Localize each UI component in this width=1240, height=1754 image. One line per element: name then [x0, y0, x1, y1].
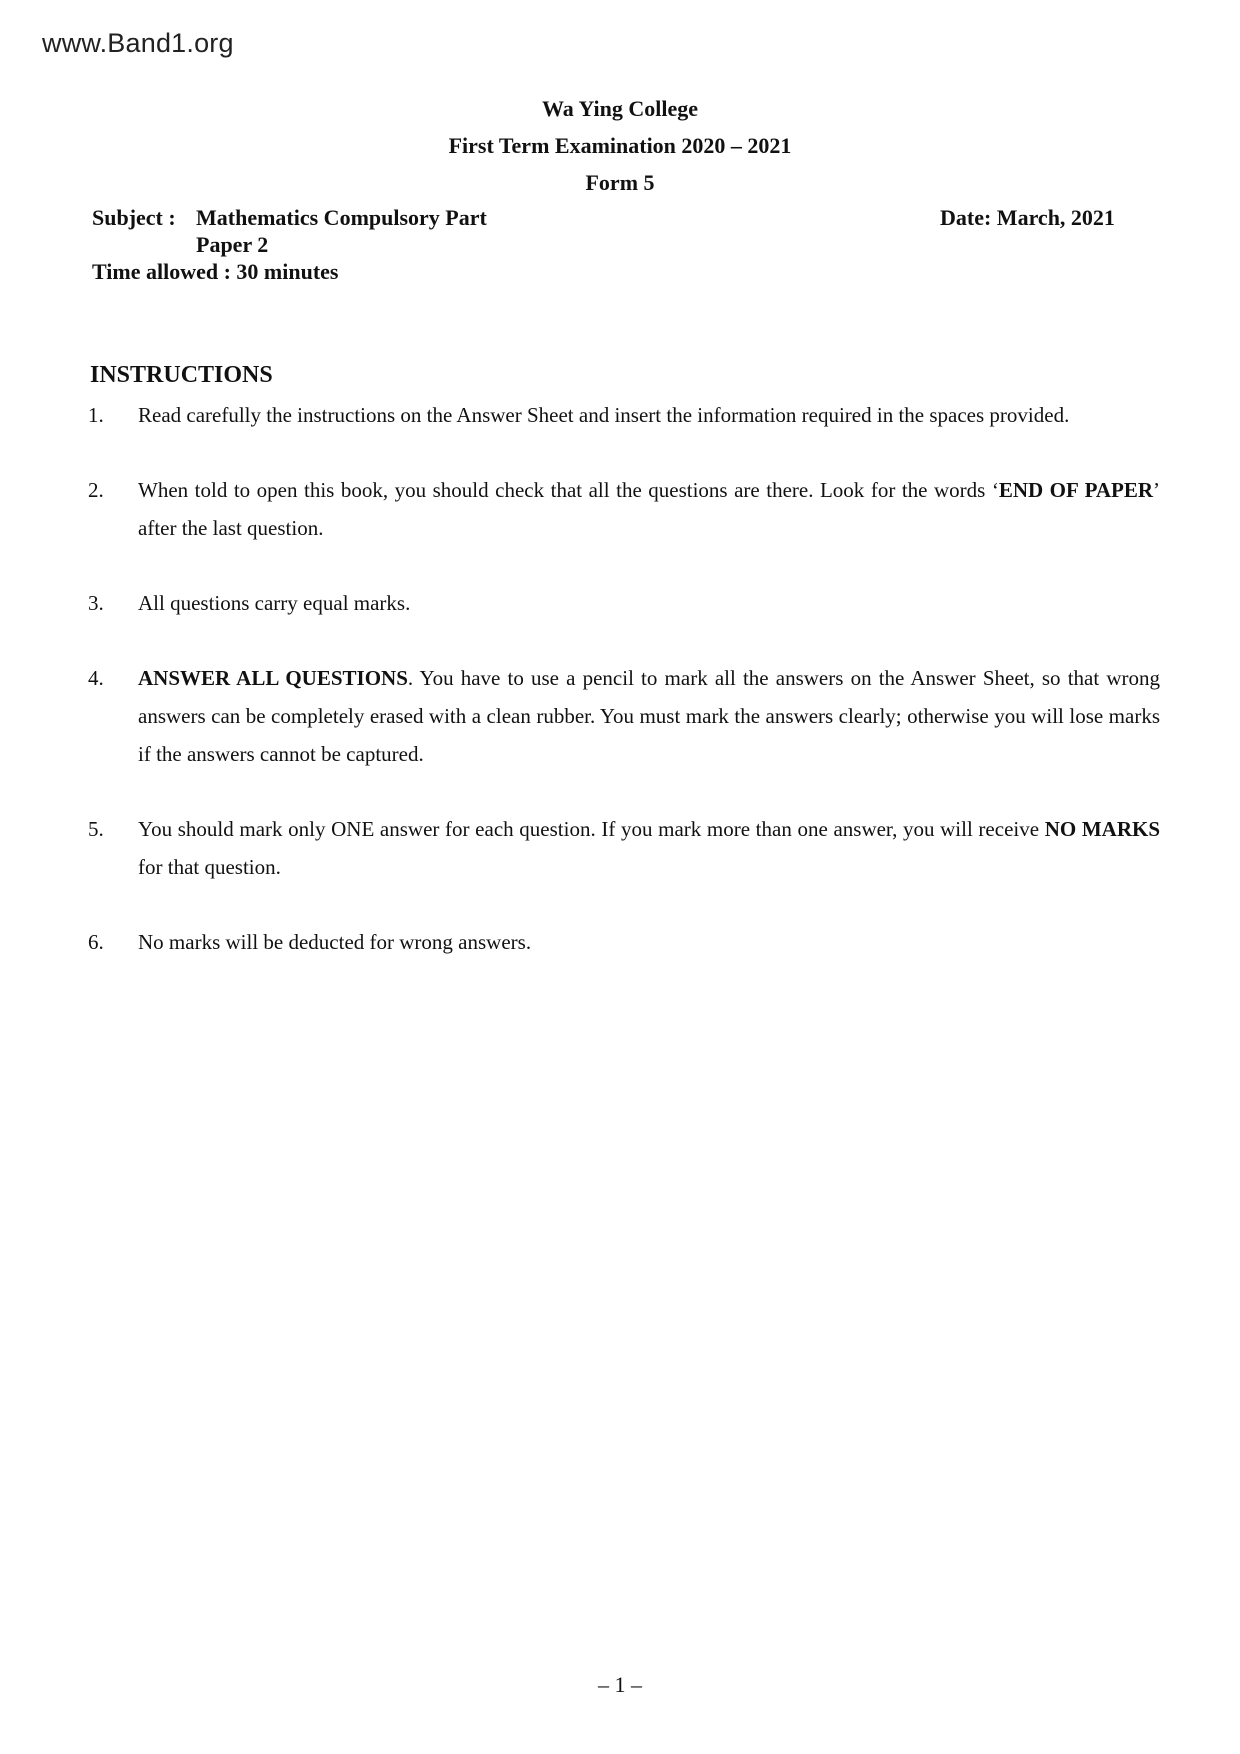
- page-number: – 1 –: [598, 1672, 642, 1697]
- instruction-item-2: [88, 471, 1160, 547]
- subject-row: [92, 204, 487, 231]
- watermark-url: www.Band1.org: [42, 28, 234, 58]
- instruction-number: 3.: [88, 591, 104, 615]
- instruction-text-part: for that question.: [138, 855, 281, 879]
- subject-label: Subject :: [92, 205, 176, 230]
- instruction-text: All questions carry equal marks.: [138, 591, 411, 615]
- instruction-item-5: [88, 810, 1160, 886]
- instruction-text-part: When told to open this book, you should check that all the questions are there. Look for the words ‘: [138, 478, 999, 502]
- instruction-text: No marks will be deducted for wrong answers.: [138, 930, 532, 954]
- instructions-heading: INSTRUCTIONS: [90, 362, 273, 388]
- instruction-number: 2.: [88, 478, 104, 502]
- instruction-item-6: [88, 923, 1160, 961]
- instruction-item-1: [88, 396, 1160, 434]
- instruction-number: 6.: [88, 930, 104, 954]
- instructions-list: [88, 396, 1160, 998]
- exam-date: Date: March, 2021: [940, 205, 1115, 230]
- instruction-emphasis: ANSWER ALL QUESTIONS: [138, 666, 408, 690]
- instruction-text-part: You should mark only ONE answer for each question. If you mark more than one answer, you will receive: [138, 817, 1045, 841]
- subject-name: Mathematics Compulsory Part: [196, 205, 487, 230]
- instruction-text: [138, 471, 1160, 547]
- form-level: Form 5: [585, 170, 655, 195]
- instruction-number: 4.: [88, 666, 104, 690]
- instruction-text: Read carefully the instructions on the Answer Sheet and insert the information required in the spaces provided.: [138, 403, 1070, 427]
- instruction-text: [138, 659, 1160, 773]
- exam-title: First Term Examination 2020 – 2021: [448, 133, 792, 158]
- instruction-number: 1.: [88, 403, 104, 427]
- instruction-text-part: . You have to use a pencil to mark all the answers on the Answer Sheet, so that wrong answers can be completely erased with a clean rubber. You must mark the answers clearly; otherwise you will lose marks if the answers cannot be captured.: [138, 666, 1160, 766]
- instruction-number: 5.: [88, 817, 104, 841]
- instruction-text: [138, 810, 1160, 886]
- school-name: Wa Ying College: [541, 96, 699, 121]
- time-allowed: Time allowed : 30 minutes: [92, 259, 339, 284]
- instruction-item-4: [88, 659, 1160, 773]
- instruction-emphasis: NO MARKS: [1044, 817, 1160, 841]
- instruction-item-3: [88, 584, 1160, 622]
- instruction-text-part: ’ after the last question.: [138, 478, 1161, 540]
- paper-number: Paper 2: [196, 232, 269, 257]
- subject-block: [92, 204, 487, 285]
- instruction-emphasis: END OF PAPER: [998, 478, 1154, 502]
